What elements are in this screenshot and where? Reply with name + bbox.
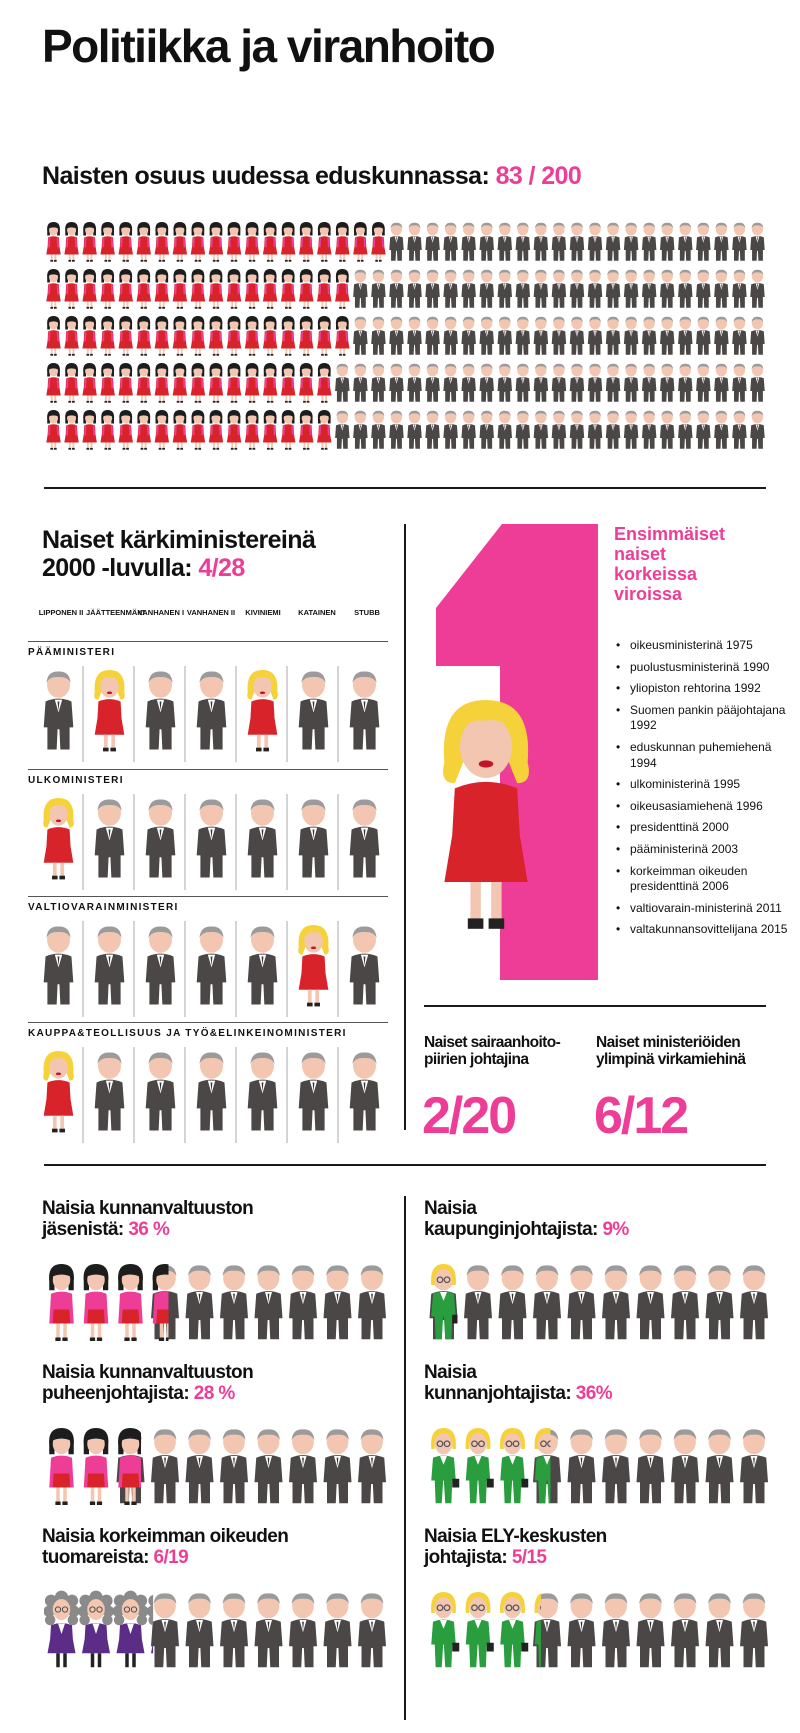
- municipal-figures: [44, 1590, 394, 1676]
- municipal-heading: [42, 1198, 253, 1241]
- parliament-value: 83 / 200: [495, 162, 582, 190]
- woman-figure: [49, 1428, 74, 1505]
- man-figure: [324, 1265, 352, 1339]
- man-figure: [740, 1265, 768, 1339]
- man-figure: [533, 1265, 561, 1339]
- man-figure: [186, 1265, 214, 1339]
- officials-label-line1: Naiset ministeriöiden: [596, 1034, 741, 1051]
- parliament-label: Naisten osuus uudessa eduskunnassa:: [42, 162, 490, 190]
- man-figure: [255, 1265, 283, 1339]
- minister-role-label: KAUPPA&TEOLLISUUS JA TYÖ&ELINKEINOMINISTERI: [28, 1028, 347, 1039]
- firsts-item: • ulkoministerinä 1995: [614, 777, 799, 793]
- health-label-line1: Naiset sairaanhoito-: [424, 1034, 561, 1051]
- firsts-item: • presidenttinä 2000: [614, 820, 799, 836]
- government-label: VANHANEN I: [137, 608, 185, 617]
- man-figure: [464, 1265, 492, 1339]
- municipal-heading: [42, 1526, 288, 1569]
- government-label: STUBB: [354, 608, 380, 617]
- municipal-value: 28 %: [193, 1383, 235, 1405]
- man-figure: [706, 1265, 734, 1339]
- municipal-figures: [44, 1426, 394, 1512]
- health-value: 2/20: [422, 1087, 516, 1145]
- man-figure: [706, 1429, 734, 1503]
- woman-figure: [466, 1428, 494, 1503]
- man-figure: [289, 1265, 317, 1339]
- man-figure: [220, 1593, 248, 1667]
- man-figure: [671, 1593, 699, 1667]
- man-figure: [706, 1593, 734, 1667]
- man-figure: [324, 1593, 352, 1667]
- municipal-heading-line2: jäsenistä:: [42, 1219, 129, 1241]
- ministers-heading-line2: 2000 -luvulla:: [42, 554, 192, 582]
- woman-figure: [431, 1428, 459, 1503]
- firsts-item: • oikeusasiamiehenä 1996: [614, 799, 799, 815]
- municipal-figures: [426, 1590, 776, 1676]
- firsts-item: • pääministerinä 2003: [614, 842, 799, 858]
- municipal-heading-line1: Naisia: [424, 1362, 477, 1383]
- municipal-figures: [426, 1426, 776, 1512]
- firsts-item: • valtakunnansovittelijana 2015: [614, 922, 799, 938]
- man-figure: [186, 1593, 214, 1667]
- man-figure: [568, 1429, 596, 1503]
- minister-role-label: PÄÄMINISTERI: [28, 647, 116, 658]
- municipal-heading-line1: Naisia kunnanvaltuuston: [42, 1362, 254, 1383]
- ministers-value: 4/28: [198, 554, 245, 582]
- municipal-figures: [44, 1262, 394, 1348]
- municipal-heading-line1: Naisia kunnanvaltuuston: [42, 1198, 254, 1219]
- firsts-heading-line3: korkeissa: [614, 564, 698, 585]
- municipal-heading-line2: johtajista:: [424, 1547, 512, 1569]
- man-figure: [151, 1593, 179, 1667]
- firsts-heading-line2: naiset: [614, 544, 667, 565]
- man-figure: [602, 1593, 630, 1667]
- firsts-heading-line4: viroissa: [614, 584, 683, 605]
- municipal-heading-line2: tuomareista:: [42, 1547, 154, 1569]
- man-figure: [220, 1429, 248, 1503]
- municipal-value: 9%: [602, 1219, 629, 1241]
- municipal-heading-line1: Naisia ELY-keskusten: [424, 1526, 607, 1547]
- municipal-heading: [424, 1362, 612, 1405]
- firsts-item: • korkeimman oikeuden presidenttinä 2006: [614, 864, 799, 895]
- man-figure: [289, 1593, 317, 1667]
- municipal-heading-line2: puheenjohtajista:: [42, 1383, 194, 1405]
- man-figure: [568, 1593, 596, 1667]
- municipal-heading-line2: kaupunginjohtajista:: [424, 1219, 603, 1241]
- man-figure: [358, 1265, 386, 1339]
- minister-role-label: VALTIOVARAINMINISTERI: [28, 902, 179, 913]
- government-label: KIVINIEMI: [245, 608, 281, 617]
- man-figure: [358, 1593, 386, 1667]
- man-figure: [671, 1429, 699, 1503]
- man-figure: [499, 1265, 527, 1339]
- man-figure: [358, 1429, 386, 1503]
- officials-label-line2: ylimpinä virkamiehinä: [596, 1051, 746, 1069]
- officials-value: 6/12: [594, 1087, 688, 1145]
- man-figure: [255, 1593, 283, 1667]
- government-label: LIPPONEN II: [38, 608, 84, 617]
- woman-figure: [500, 1592, 528, 1667]
- woman-figure: [44, 1591, 80, 1668]
- man-figure: [671, 1265, 699, 1339]
- government-label: VANHANEN II: [186, 608, 236, 617]
- firsts-item: • Suomen pankin pääjohtajana 1992: [614, 703, 799, 734]
- firsts-item: • puolustusministerinä 1990: [614, 660, 799, 676]
- ministers-heading-line1: Naiset kärkiministereinä: [42, 526, 316, 554]
- municipal-heading: [424, 1198, 629, 1241]
- municipal-heading-line1: Naisia: [424, 1198, 477, 1219]
- municipal-value: 6/19: [153, 1547, 189, 1569]
- municipal-figures: [426, 1262, 776, 1348]
- man-figure: [151, 1429, 179, 1503]
- municipal-heading: [424, 1526, 607, 1569]
- man-figure: [324, 1429, 352, 1503]
- firsts-item: • eduskunnan puhemiehenä 1994: [614, 740, 799, 771]
- firsts-item: • oikeusministerinä 1975: [614, 638, 799, 654]
- woman-figure: [118, 1264, 143, 1341]
- firsts-heading-line1: Ensimmäiset: [614, 524, 726, 544]
- municipal-value: 5/15: [511, 1547, 547, 1569]
- man-figure: [602, 1429, 630, 1503]
- government-label: JÄÄTTEENMÄKI: [86, 608, 145, 617]
- man-figure: [637, 1593, 665, 1667]
- man-figure: [740, 1429, 768, 1503]
- health-label-line2: piirien johtajina: [424, 1051, 529, 1069]
- woman-figure: [112, 1591, 148, 1668]
- man-figure: [289, 1429, 317, 1503]
- firsts-item: • yliopiston rehtorina 1992: [614, 681, 799, 697]
- woman-figure: [466, 1592, 494, 1667]
- man-figure: [255, 1429, 283, 1503]
- man-figure: [637, 1429, 665, 1503]
- municipal-heading: [42, 1362, 253, 1405]
- municipal-heading-line2: kunnanjohtajista:: [424, 1383, 576, 1405]
- firsts-item: • valtiovarain-ministerinä 2011: [614, 901, 799, 917]
- man-figure: [568, 1265, 596, 1339]
- man-figure: [740, 1593, 768, 1667]
- man-figure: [186, 1429, 214, 1503]
- woman-figure: [431, 1592, 459, 1667]
- woman-figure: [78, 1591, 114, 1668]
- man-figure: [220, 1265, 248, 1339]
- woman-figure: [500, 1428, 528, 1503]
- woman-figure: [84, 1264, 109, 1341]
- page-title: Politiikka ja viranhoito: [42, 20, 495, 72]
- man-figure: [602, 1265, 630, 1339]
- minister-role-label: ULKOMINISTERI: [28, 775, 124, 786]
- woman-figure: [49, 1264, 74, 1341]
- municipal-heading-line1: Naisia korkeimman oikeuden: [42, 1526, 289, 1547]
- man-figure: [637, 1265, 665, 1339]
- municipal-value: 36 %: [128, 1219, 170, 1241]
- government-label: KATAINEN: [298, 608, 336, 617]
- woman-figure: [84, 1428, 109, 1505]
- municipal-value: 36%: [575, 1383, 613, 1405]
